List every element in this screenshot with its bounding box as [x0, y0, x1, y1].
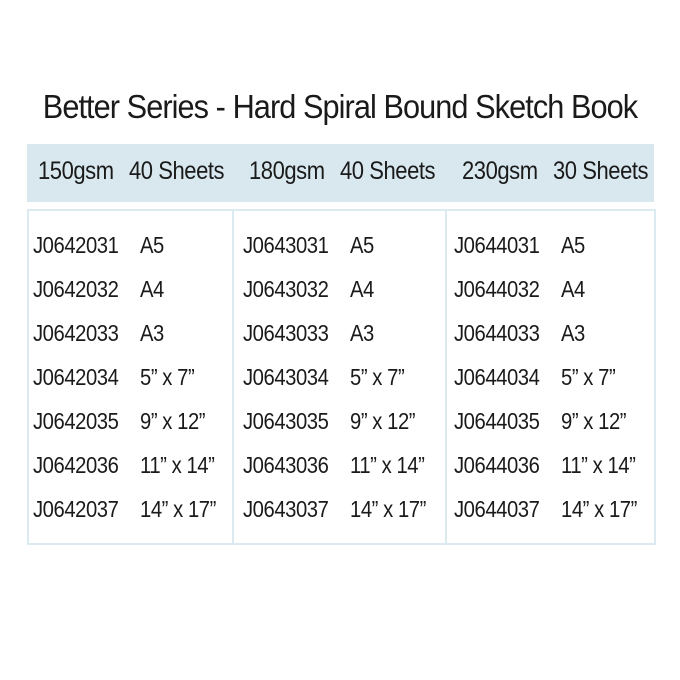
product-size: 11” x 14” — [350, 452, 425, 478]
product-size: 11” x 14” — [140, 452, 215, 478]
product-code: J0642037 — [33, 496, 119, 522]
product-code: J0644035 — [454, 408, 540, 434]
product-code: J0642034 — [33, 364, 119, 390]
group-2-sheets: 40 Sheets — [340, 157, 436, 185]
page-title: Better Series - Hard Spiral Bound Sketch Book — [42, 88, 638, 125]
product-code: J0644037 — [454, 496, 540, 522]
product-size: 9” x 12” — [140, 408, 206, 434]
product-code: J0643034 — [243, 364, 329, 390]
product-size: 5” x 7” — [350, 364, 405, 390]
product-code: J0644036 — [454, 452, 540, 478]
product-code: J0644033 — [454, 320, 540, 346]
product-code: J0643032 — [243, 276, 329, 302]
group-1-weight: 150gsm — [38, 157, 114, 185]
product-size: 14” x 17” — [561, 496, 637, 522]
product-size: A5 — [140, 232, 164, 258]
group-3-sheets: 30 Sheets — [553, 157, 649, 185]
group-2-weight: 180gsm — [249, 157, 325, 185]
column-divider — [445, 209, 447, 545]
product-size: A4 — [350, 276, 374, 302]
product-size: A4 — [140, 276, 164, 302]
product-size: A3 — [140, 320, 164, 346]
product-code: J0642035 — [33, 408, 119, 434]
product-size: 9” x 12” — [561, 408, 627, 434]
product-code: J0643037 — [243, 496, 329, 522]
product-code: J0642032 — [33, 276, 119, 302]
group-1-sheets: 40 Sheets — [129, 157, 225, 185]
product-size: 9” x 12” — [350, 408, 416, 434]
product-size: 14” x 17” — [350, 496, 426, 522]
product-size: A5 — [561, 232, 585, 258]
product-size: A5 — [350, 232, 374, 258]
product-code: J0642033 — [33, 320, 119, 346]
product-code: J0643036 — [243, 452, 329, 478]
product-size: 5” x 7” — [561, 364, 616, 390]
product-code: J0643035 — [243, 408, 329, 434]
group-3-weight: 230gsm — [462, 157, 538, 185]
product-size: A3 — [350, 320, 374, 346]
product-size: A3 — [561, 320, 585, 346]
product-code: J0644032 — [454, 276, 540, 302]
product-code: J0643031 — [243, 232, 329, 258]
column-divider — [232, 209, 234, 545]
product-size: 5” x 7” — [140, 364, 195, 390]
product-code: J0642036 — [33, 452, 119, 478]
product-code: J0643033 — [243, 320, 329, 346]
product-size: A4 — [561, 276, 585, 302]
product-code: J0644034 — [454, 364, 540, 390]
product-size: 11” x 14” — [561, 452, 636, 478]
product-code: J0644031 — [454, 232, 540, 258]
product-code: J0642031 — [33, 232, 119, 258]
product-size: 14” x 17” — [140, 496, 216, 522]
